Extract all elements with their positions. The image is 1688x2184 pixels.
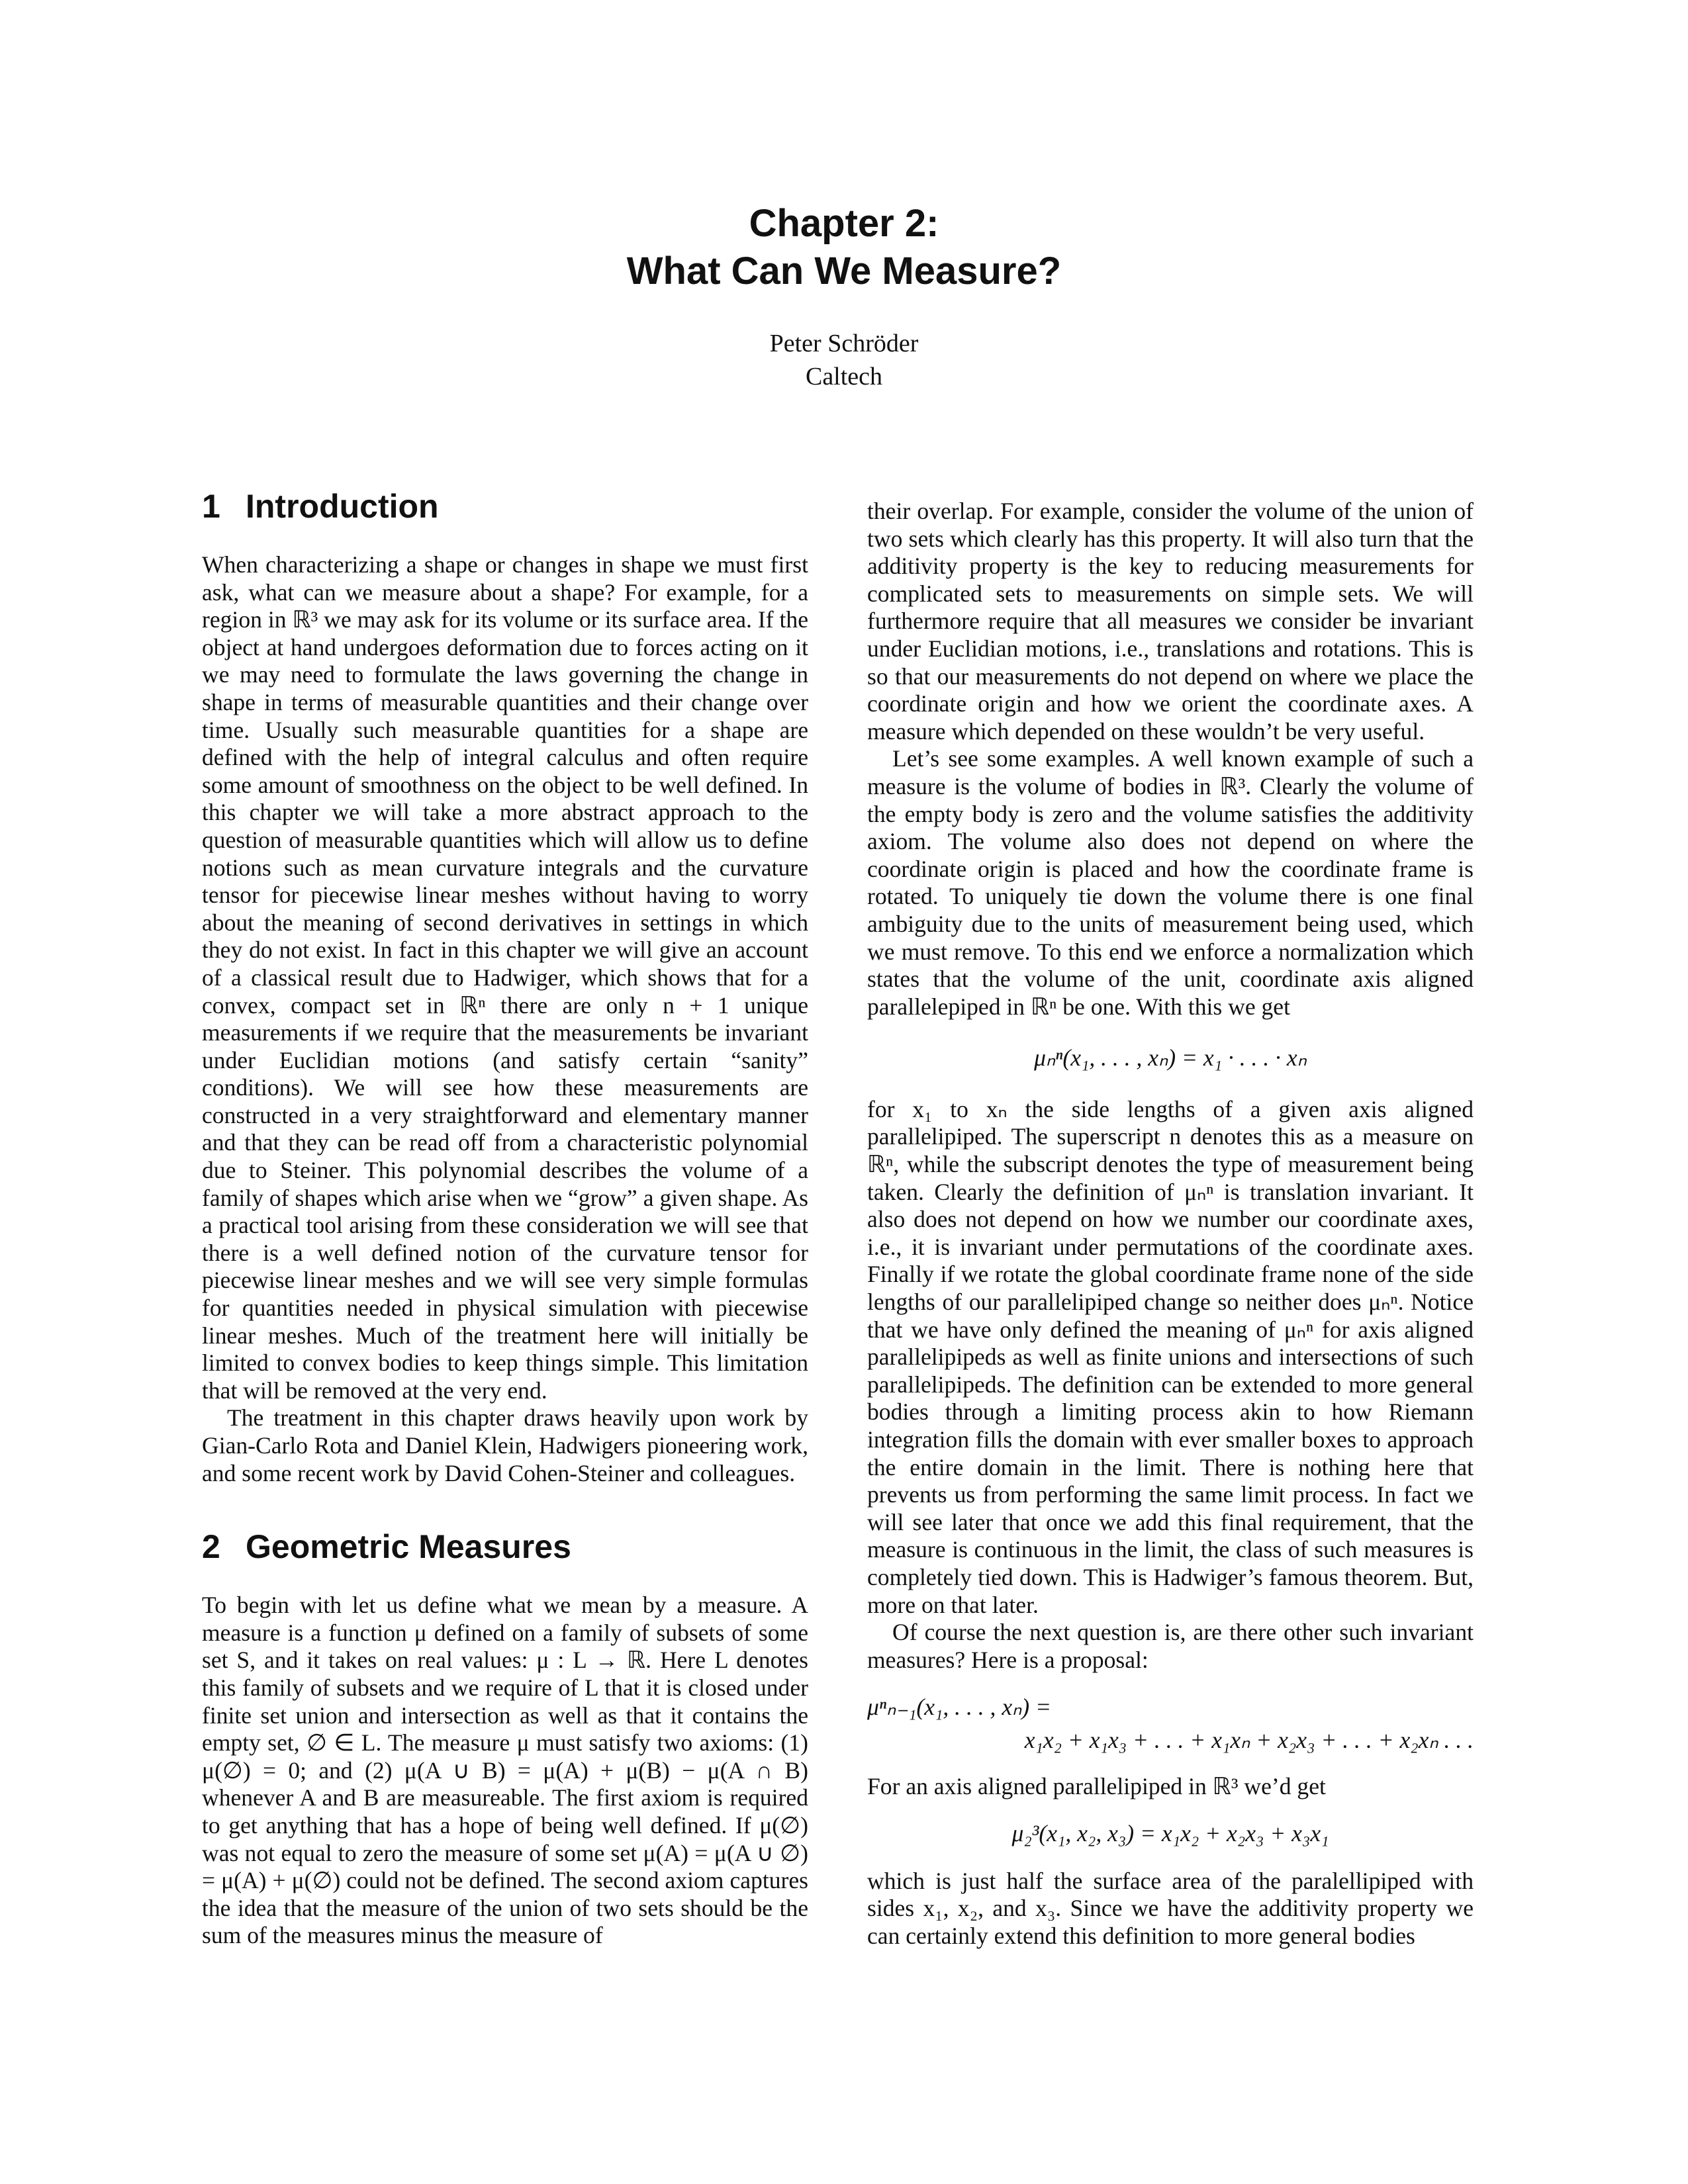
- author-name: Peter Schröder: [769, 330, 919, 357]
- author-block: [0, 327, 1688, 393]
- chapter-title-line-1: Chapter 2:: [749, 202, 939, 245]
- paragraph: their overlap. For example, consider the volume of the union of two sets which clearly has this property. It will also turn that the additivity property is the key to reducing measurements for complicated sets to measurements on simple sets. We will furthermore require that all measures we consider be invariant under Euclidian motions, i.e., translations and rotations. This is so that our measurements do not depend on where we place the coordinate origin and how we orient the coordinate axes. A measure which depended on these wouldn’t be very useful.: [867, 498, 1474, 745]
- section-number: 1: [202, 488, 220, 525]
- equation: μₙⁿ(x₁, . . . , xₙ) = x₁ · . . . · xₙ: [1034, 1044, 1307, 1071]
- paragraph: which is just half the surface area of the paralellipiped with sides x₁, x₂, and x₃. Since we have the additivity property we can certainly extend this definition to more general bodies: [867, 1867, 1474, 1949]
- paragraph: The treatment in this chapter draws heavily upon work by Gian-Carlo Rota and Daniel Klein, Hadwigers pioneering work, and some recent work by David Cohen-Steiner and colleagues.: [202, 1404, 808, 1486]
- left-column: [202, 486, 808, 1950]
- paragraph: When characterizing a shape or changes in shape we must first ask, what can we measure about a shape? For example, for a region in ℝ³ we may ask for its volume or its surface area. If the object at hand undergoes deformation due to forces acting on it we may need to formulate the laws governing the change in shape in terms of measurable quantities and their change over time. Usually such measurable quantities for a shape are defined with the help of integral calculus and often require some amount of smoothness on the object to be well defined. In this chapter we will take a more abstract approach to the question of measurable quantities which will allow us to define notions such as mean curvature integrals and the curvature tensor for piecewise linear meshes without having to worry about the meaning of second derivatives in settings in which they do not exist. In fact in this chapter we will give an account of a classical result due to Hadwiger, which shows that for a convex, compact set in ℝⁿ there are only n + 1 unique measurements if we require that the measurements be invariant under Euclidian motions (and satisfy certain “sanity” conditions). We will see how these measurements are constructed in a very straightforward and elementary manner and that they can be read off from a characteristic polynomial due to Steiner. This polynomial describes the volume of a family of shapes which arise when we “grow” a given shape. As a practical tool arising from these consideration we will see that there is a well defined notion of the curvature tensor for piecewise linear meshes and we will see very simple formulas for quantities needed in physical simulation with piecewise linear meshes. Much of the treatment here will initially be limited to convex bodies to keep things simple. This limitation that will be removed at the very end.: [202, 551, 808, 1404]
- paragraph: For an axis aligned parallelipiped in ℝ³ we’d get: [867, 1772, 1326, 1799]
- equation: x₁x₂ + x₁x₃ + . . . + x₁xₙ + x₂x₃ + . . . + x₂xₙ . . .: [1024, 1726, 1474, 1753]
- section-heading-geometric-measures: [202, 1527, 808, 1567]
- section-title: Geometric Measures: [246, 1528, 571, 1566]
- chapter-title: [0, 200, 1688, 295]
- paragraph: for x₁ to xₙ the side lengths of a given axis aligned parallelipiped. The superscript n denotes this as a measure on ℝⁿ, while the subscript denotes the type of measurement being taken. Clearly the definition of μₙⁿ is translation invariant. It also does not depend on how we number our coordinate axes, i.e., it is invariant under permutations of the coordinate axes. Finally if we rotate the global coordinate frame none of the side lengths of our parallelipiped change so neither does μₙⁿ. Notice that we have only defined the meaning of μₙⁿ for axis aligned parallelipipeds as well as finite unions and intersections of such parallelipipeds. The definition can be extended to more general bodies through a limiting process akin to how Riemann integration fills the domain with ever smaller boxes to approach the entire domain in the limit. There is nothing here that prevents us from performing the same limit process. In fact we will see later that once we add this final requirement, that the measure is continuous in the limit, the class of such measures is completely tied down. This is Hadwiger’s famous theorem. But, more on that later.: [867, 1095, 1474, 1618]
- section-heading-introduction: [202, 486, 808, 526]
- section-title: Introduction: [246, 488, 439, 525]
- paragraph: Of course the next question is, are there other such invariant measures? Here is a proposal:: [867, 1619, 1474, 1673]
- equation: μⁿₙ₋₁(x₁, . . . , xₙ) =: [867, 1694, 1052, 1721]
- paragraph: Let’s see some examples. A well known example of such a measure is the volume of bodies in ℝ³. Clearly the volume of the empty body is zero and the volume satisfies the additivity axiom. The volume also does not depend on where the coordinate origin is placed and how the coordinate frame is rotated. To uniquely tie down the volume there is one final ambiguity due to the units of measurement being used, which we must remove. To this end we enforce a normalization which states that the volume of the unit, coordinate axis aligned parallelepiped in ℝⁿ be one. With this we get: [867, 745, 1474, 1020]
- equation: μ₂³(x₁, x₂, x₃) = x₁x₂ + x₂x₃ + x₃x₁: [1011, 1820, 1329, 1847]
- chapter-title-line-2: What Can We Measure?: [626, 250, 1062, 293]
- author-affiliation: Caltech: [805, 363, 883, 390]
- right-column: [867, 498, 1474, 1950]
- paragraph: To begin with let us define what we mean by a measure. A measure is a function μ defined on a family of subsets of some set S, and it takes on real values: μ : L → ℝ. Here L denotes this family of subsets and we require of L that it is closed under finite set union and intersection as well as that it contains the empty set, ∅ ∈ L. The measure μ must satisfy two axioms: (1) μ(∅) = 0; and (2) μ(A ∪ B) = μ(A) + μ(B) − μ(A ∩ B) whenever A and B are measureable. The first axiom is required to get anything that has a hope of being well defined. If μ(∅) was not equal to zero the measure of some set μ(A) = μ(A ∪ ∅) = μ(A) + μ(∅) could not be defined. The second axiom captures the idea that the measure of the union of two sets should be the sum of the measures minus the measure of: [202, 1592, 808, 1949]
- section-number: 2: [202, 1528, 220, 1566]
